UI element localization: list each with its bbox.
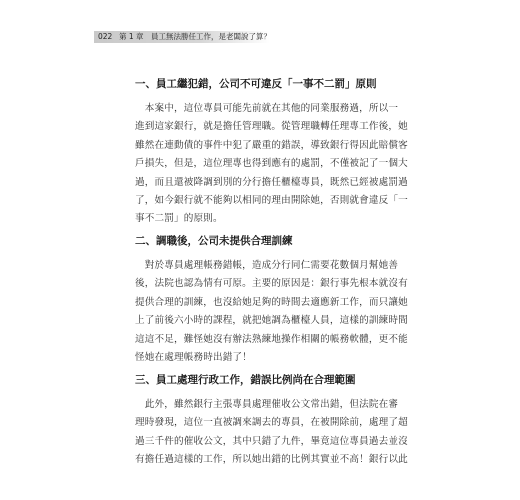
page-number: 022 [98,32,113,41]
text-line: 事不二罰」的原則。 [135,213,223,225]
section-heading: 一、員工繼犯錯，公司不可違反「一事不二罰」原則 [135,78,377,90]
section-paragraph [135,257,408,367]
text-line: 了，如今銀行就不能夠以相同的理由開除她，否則就會違反「一 [135,195,408,207]
section-paragraph [135,100,408,229]
section-heading: 三、員工處理行政工作，錯誤比例尚在合理範圍 [135,374,356,386]
section-3 [135,373,408,470]
section-heading: 二、調職後，公司未提供合理訓練 [135,235,293,247]
section-1 [135,77,408,229]
text-line: 過三千件的催收公文，其中只錯了九件，畢竟這位專員過去並沒 [135,435,408,447]
chapter-title: 第 1 章 員工無法勝任工作，是老闆說了算？ [119,32,272,41]
text-line: 提供合理的訓練，也沒給她足夠的時間去適應新工作，而只讓她 [135,296,408,308]
text-line: 理時發現，這位一直被調來調去的專員，在被開除前，處理了超 [135,417,408,429]
text-line: 戶損失，但是，這位理專也得到應有的處罰，不僅被記了一個大 [135,158,408,170]
text-line: 上了前後六小時的課程，就把她調為櫃檯人員，這樣的訓練時間 [135,315,408,327]
text-line: 雖然在連動債的事件中犯了嚴重的錯誤，導致銀行得因此賠償客 [135,139,408,151]
text-line: 怪她在處理帳務時出錯了！ [135,352,252,364]
text-line: 過，而且還被降調到別的分行擔任櫃檯專員，既然已經被處罰過 [135,176,408,188]
text-line: 有擔任過這樣的工作，所以她出錯的比例其實並不高！銀行以此 [135,454,408,466]
text-line: 進到這家銀行，就是擔任管理職。從管理職轉任理專工作後，她 [135,121,408,133]
text-line: 後，法院也認為情有可原。主要的原因是：銀行事先根本就沒有 [135,278,408,290]
text-line: 這這不足，難怪她沒有辦法熟練地操作相關的帳務軟體，更不能 [135,333,408,345]
section-2 [135,234,408,367]
text-line: 此外，雖然銀行主張專員處理催收公文常出錯，但法院在審 [135,399,399,410]
text-line: 對於專員處理帳務錯帳，造成分行同仁需要花數個月幫她善 [135,260,399,271]
section-paragraph [135,396,408,470]
text-line: 本案中，這位專員可能先前就在其他的同業服務過，所以一 [135,103,399,114]
